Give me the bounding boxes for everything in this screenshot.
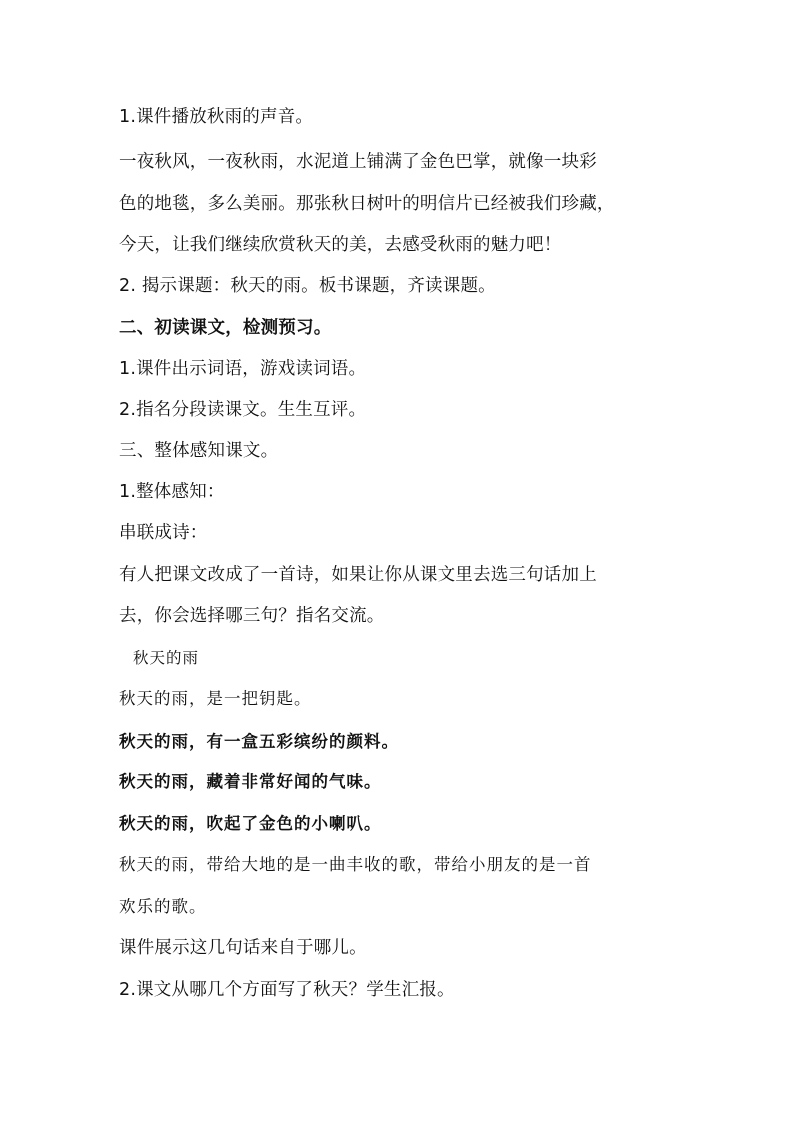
- paragraph-line-11: 串联成诗：: [119, 523, 208, 543]
- paragraph-line-13: 去，你会选择哪三句？指名交流。: [119, 606, 385, 626]
- paragraph-line-20: 课件展示这几句话来自于哪儿。: [119, 938, 367, 958]
- poem-line-3: 秋天的雨，藏着非常好闻的气味。: [119, 772, 382, 791]
- paragraph-line-3: 色的地毯，多么美丽。那张秋日树叶的明信片已经被我们珍藏，: [119, 194, 615, 214]
- poem-line-4: 秋天的雨，吹起了金色的小喇叭。: [119, 814, 382, 833]
- paragraph-line-10: 1.整体感知：: [119, 482, 225, 502]
- paragraph-line-8: 2.指名分段读课文。生生互评。: [119, 400, 367, 420]
- paragraph-line-21: 2.课文从哪几个方面写了秋天？学生汇报。: [119, 980, 455, 1000]
- paragraph-line-1: 1.课件播放秋雨的声音。: [119, 107, 314, 127]
- paragraph-line-2: 一夜秋风，一夜秋雨，水泥道上铺满了金色巴掌，就像一块彩: [119, 152, 597, 172]
- poem-title: 秋天的雨: [133, 649, 200, 667]
- section-heading-2: 二、初读课文，检测预习。: [119, 318, 332, 338]
- poem-line-1: 秋天的雨，是一把钥匙。: [119, 689, 312, 708]
- poem-line-2: 秋天的雨，有一盒五彩缤纷的颜料。: [119, 732, 399, 751]
- paragraph-line-12: 有人把课文改成了一首诗，如果让你从课文里去选三句话加上: [119, 565, 597, 585]
- section-heading-3: 三、整体感知课文。: [119, 441, 279, 461]
- paragraph-line-4: 今天，让我们继续欣赏秋天的美，去感受秋雨的魅力吧！: [119, 235, 562, 255]
- poem-line-6: 欢乐的歌。: [119, 897, 207, 916]
- poem-line-5: 秋天的雨，带给大地的是一曲丰收的歌，带给小朋友的是一首: [119, 855, 592, 874]
- paragraph-line-5: 2. 揭示课题：秋天的雨。板书课题，齐读课题。: [119, 276, 496, 296]
- paragraph-line-7: 1.课件出示词语，游戏读词语。: [119, 359, 367, 379]
